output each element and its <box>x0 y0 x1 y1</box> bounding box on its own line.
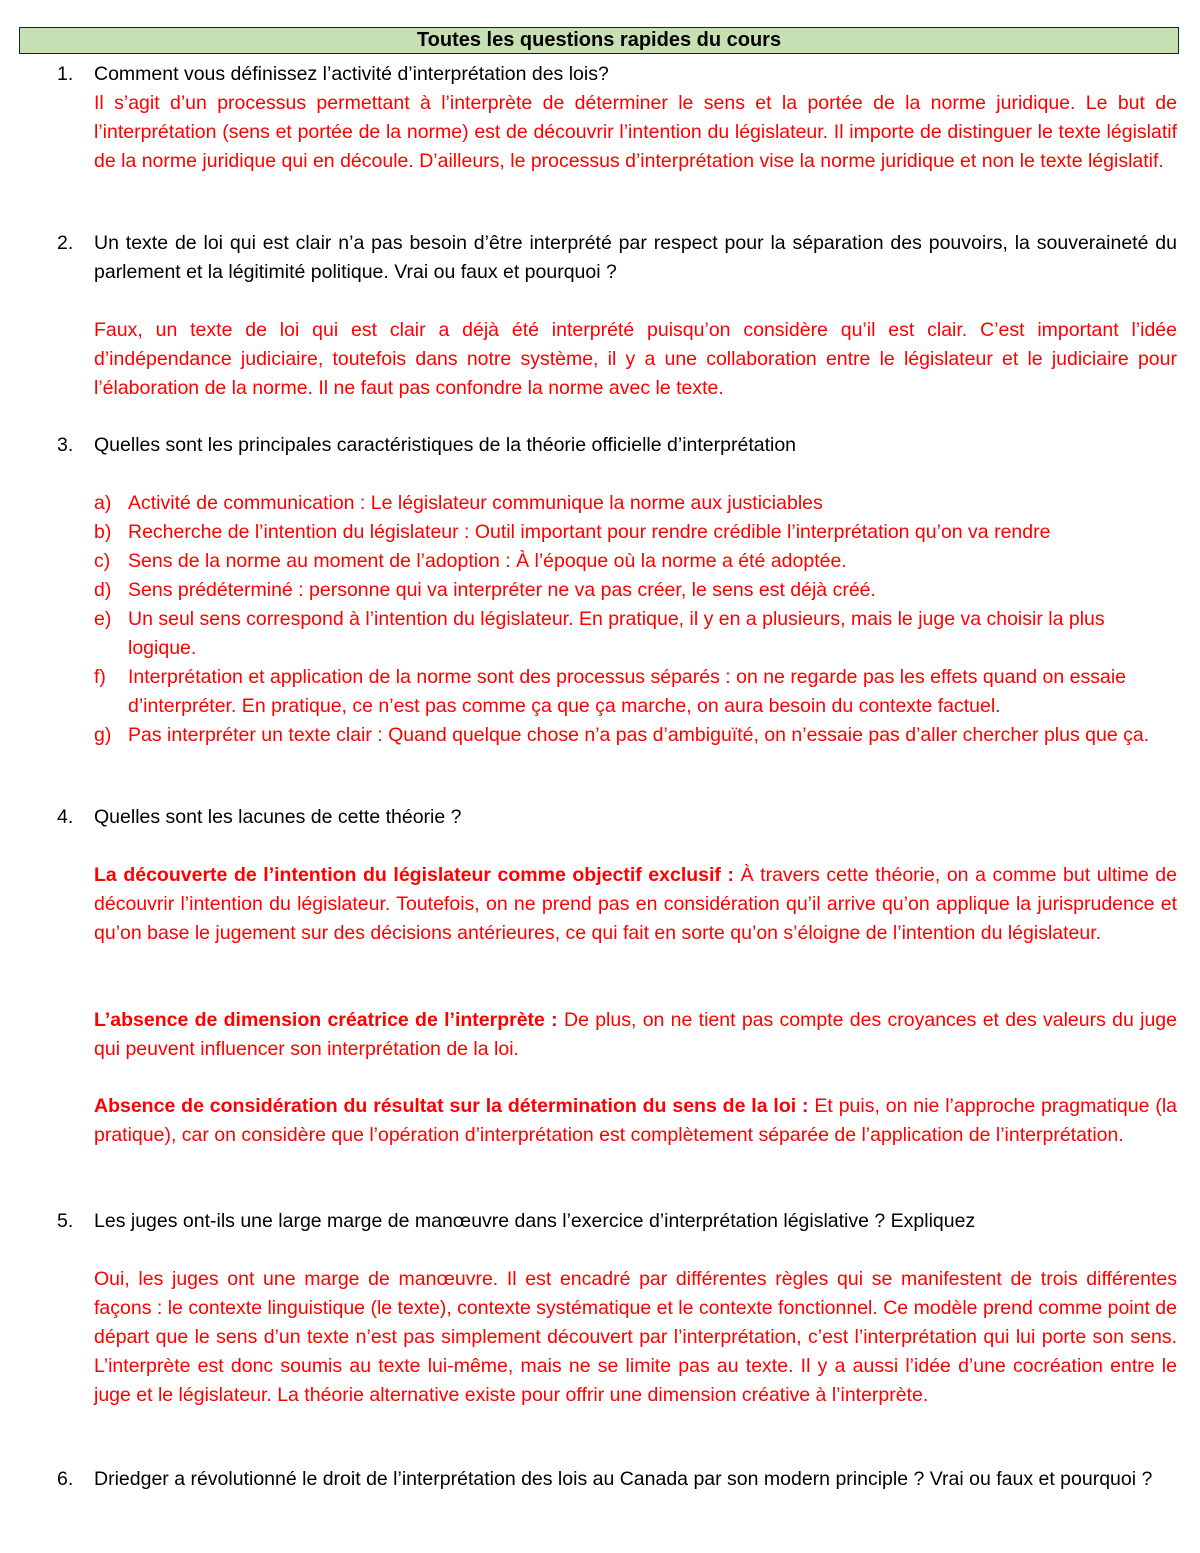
list-item <box>94 518 1177 547</box>
question-text: Quelles sont les lacunes de cette théorie ? <box>94 806 462 828</box>
question-6 <box>57 1465 1177 1494</box>
answer-text: Il s’agit d’un processus permettant à l’interprète de déterminer le sens et la portée de la norme juridique. Le but de l’interprétation (sens et portée de la norme) est de découvrir l’intention du législateur. Il importe de distinguer le texte législatif de la norme juridique qui en découle. D’ailleurs, le processus d’interprétation vise la norme juridique et non le texte législatif. <box>94 92 1177 172</box>
block-heading: Absence de considération du résultat sur la détermination du sens de la loi : <box>94 1095 809 1117</box>
question-5 <box>57 1207 1177 1236</box>
item-letter: e) <box>94 608 112 630</box>
list-item <box>94 489 1177 518</box>
block-body: De plus, on ne tient pas compte des croyances et des valeurs du juge qui peuvent influencer son interprétation de la loi. <box>94 1009 1177 1060</box>
item-letter: f) <box>94 666 106 688</box>
page-title: Toutes les questions rapides du cours <box>19 27 1179 54</box>
block-body: Et puis, on nie l’approche pragmatique (la pratique), car on considère que l’opération d’interprétation est complètement séparée de l’application de l’interprétation. <box>94 1095 1177 1146</box>
item-text: Recherche de l’intention du législateur : Outil important pour rendre crédible l’interprétation qu’on va rendre <box>128 521 1051 543</box>
question-2 <box>57 229 1177 287</box>
answer-2: Faux, un texte de loi qui est clair a déjà été interprété puisqu’on considère qu’il est clair. C’est important l’idée d’indépendance judiciaire, toutefois dans notre système, il y a une collaboration entre le législateur et le judiciaire pour l’élaboration de la norme. Il ne faut pas confondre la norme avec le texte. <box>94 319 1177 399</box>
question-1 <box>57 60 1177 176</box>
list-item <box>94 576 1177 605</box>
question-4 <box>57 803 1177 832</box>
item-text: Sens prédéterminé : personne qui va interpréter ne va pas créer, le sens est déjà créé. <box>128 579 876 601</box>
item-letter: g) <box>94 724 112 746</box>
question-text: Un texte de loi qui est clair n’a pas besoin d’être interprété par respect pour la séparation des pouvoirs, la souveraineté du parlement et la légitimité politique. Vrai ou faux et pourquoi ? <box>94 232 1177 283</box>
list-item <box>94 605 1177 663</box>
block-heading: L’absence de dimension créatrice de l’interprète : <box>94 1009 558 1031</box>
list-item <box>94 547 1177 576</box>
question-text: Les juges ont-ils une large marge de manœuvre dans l’exercice d’interprétation législative ? Expliquez <box>94 1210 976 1232</box>
item-text: Pas interpréter un texte clair : Quand quelque chose n’a pas d’ambiguïté, on n’essaie pas d’aller chercher plus que ça. <box>128 724 1150 746</box>
item-letter: c) <box>94 550 111 572</box>
answer-4-block-2 <box>94 1006 1177 1064</box>
block-body: À travers cette théorie, on a comme but ultime de découvrir l’intention du législateur. Toutefois, on ne prend pas en considération qu’il arrive qu’on applique la jurisprudence et qu’on base le jugement sur des décisions antérieures, ce qui fait en sorte qu’on s’éloigne de l’intention du législateur. <box>94 864 1177 944</box>
question-number: 6. <box>57 1468 74 1490</box>
question-number: 2. <box>57 232 74 254</box>
item-text: Un seul sens correspond à l’intention du législateur. En pratique, il y en a plusieurs, mais le juge va choisir la plus logique. <box>128 608 1105 659</box>
question-number: 1. <box>57 63 74 85</box>
answer-4-block-1 <box>94 861 1177 948</box>
question-3 <box>57 431 1177 460</box>
item-letter: b) <box>94 521 112 543</box>
item-text: Interprétation et application de la norme sont des processus séparés : on ne regarde pas les effets quand on essaie d’interpréter. En pratique, ce n’est pas comme ça que ça marche, on aura besoin du contexte factuel. <box>128 666 1127 717</box>
answer-4-block-3 <box>94 1092 1177 1150</box>
question-number: 4. <box>57 806 74 828</box>
item-letter: a) <box>94 492 112 514</box>
question-number: 3. <box>57 434 74 456</box>
question-text: Driedger a révolutionné le droit de l’interprétation des lois au Canada par son modern principle ? Vrai ou faux et pourquoi ? <box>94 1468 1153 1490</box>
question-number: 5. <box>57 1210 74 1232</box>
block-heading: La découverte de l’intention du législateur comme objectif exclusif : <box>94 864 735 886</box>
characteristics-list <box>94 489 1177 750</box>
list-item <box>94 721 1177 750</box>
list-item <box>94 663 1177 721</box>
question-text: Comment vous définissez l’activité d’interprétation des lois? <box>94 63 609 85</box>
answer-5: Oui, les juges ont une marge de manœuvre. Il est encadré par différentes règles qui se manifestent de trois différentes façons : le contexte linguistique (le texte), contexte systématique et le contexte fonctionnel. Ce modèle prend comme point de départ que le sens d’un texte n’est pas simplement découvert par l’interprétation, c’est l’interprétation qui lui porte son sens. L’interprète est donc soumis au texte lui-même, mais ne se limite pas au texte. Il y a aussi l’idée d’une cocréation entre le juge et le législateur. La théorie alternative existe pour offrir une dimension créative à l’interprète. <box>94 1268 1177 1406</box>
question-text: Quelles sont les principales caractéristiques de la théorie officielle d’interprétation <box>94 434 797 456</box>
item-letter: d) <box>94 579 112 601</box>
item-text: Sens de la norme au moment de l’adoption : À l’époque où la norme a été adoptée. <box>128 550 847 572</box>
item-text: Activité de communication : Le législateur communique la norme aux justiciables <box>128 492 823 514</box>
